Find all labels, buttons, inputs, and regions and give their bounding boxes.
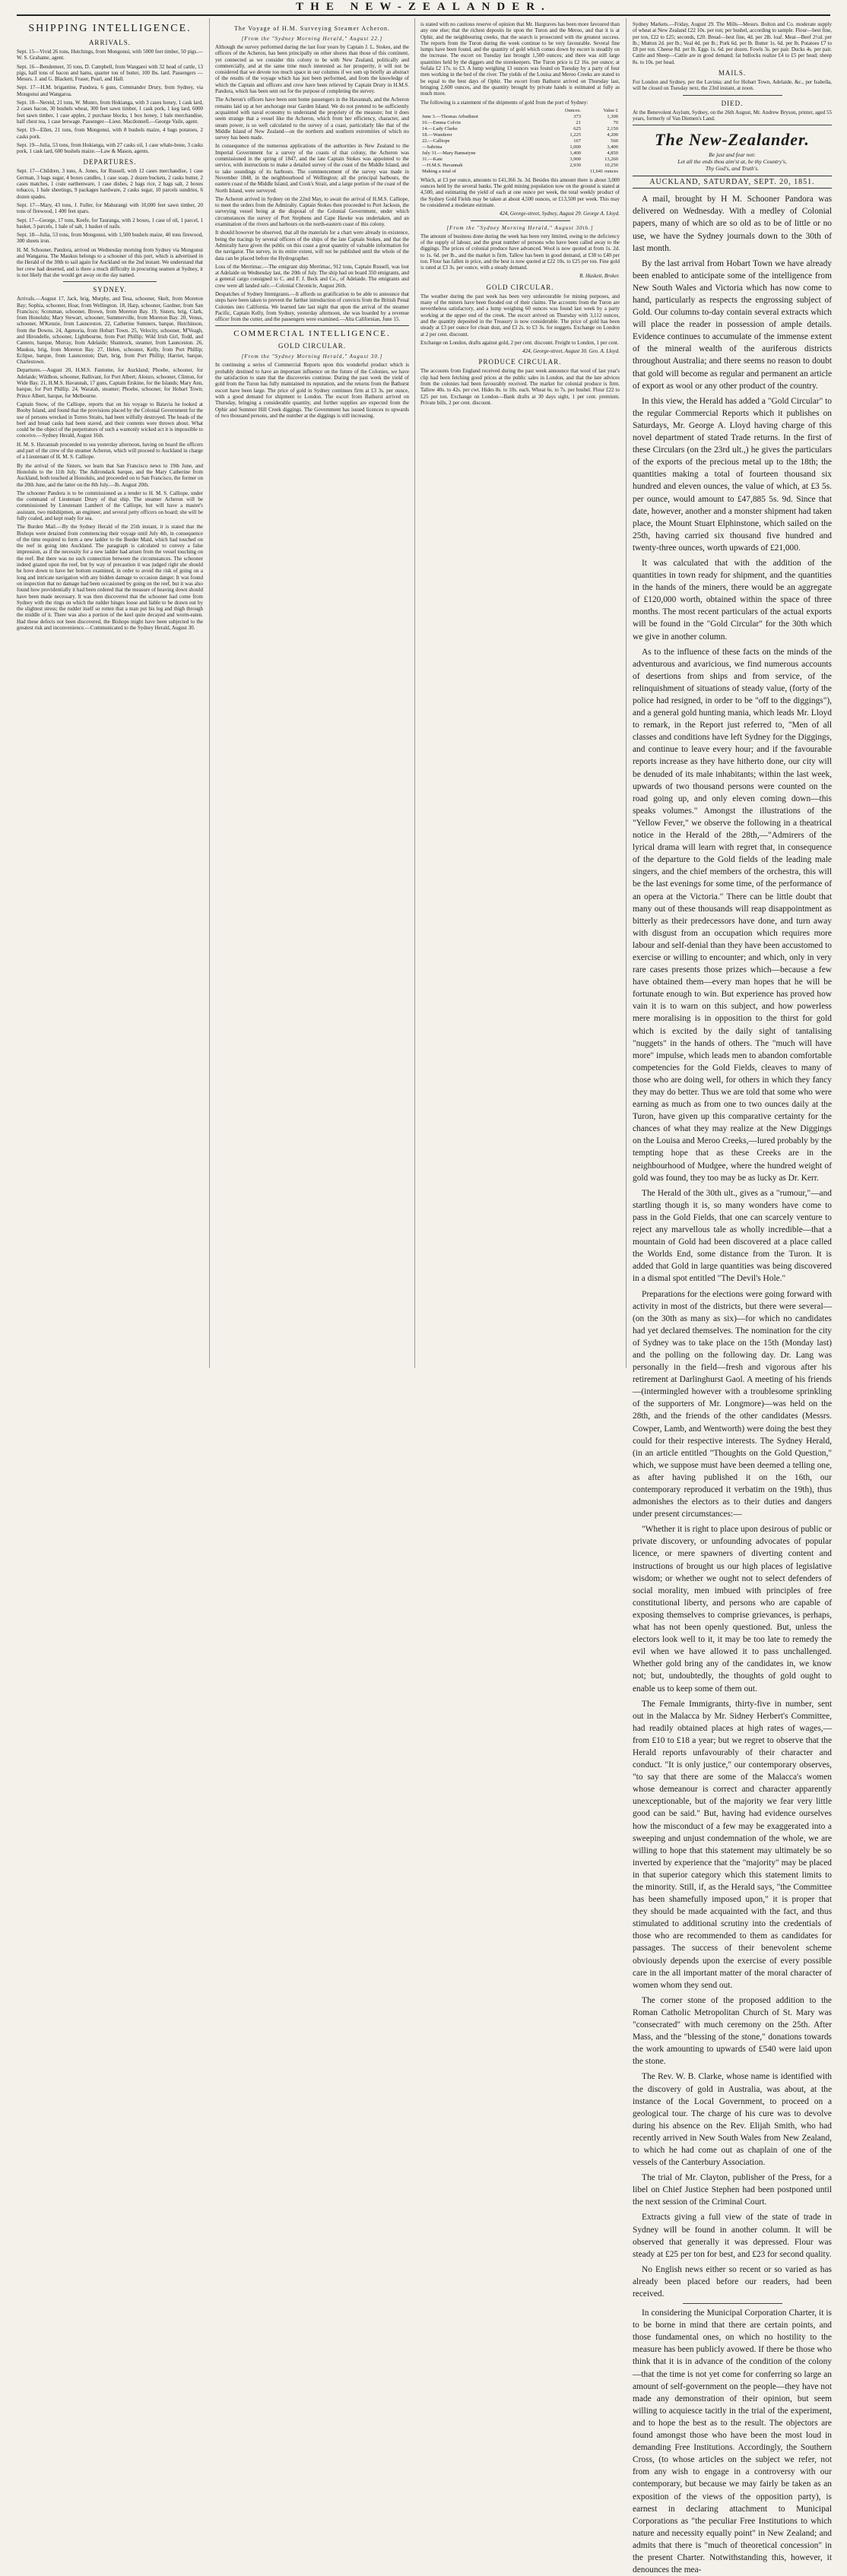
acheron-heading: The Voyage of H.M. Surveying Steamer Acheron. [234, 25, 390, 32]
section-rule [215, 325, 409, 326]
table-cell: 167 [573, 138, 581, 144]
table-header-cell [420, 108, 543, 114]
table-row [420, 138, 620, 144]
table-cell: 2,150 [607, 125, 618, 131]
gold-circular-source: [From the "Sydney Morning Herald," August 30.] [241, 353, 383, 360]
table-row [420, 157, 620, 163]
arrival-entry: Sept. 19—Ellen, 21 tons, from Mongonui, with 8 bushels maize, 4 bags potatoes, 2 casks pork. [17, 127, 203, 140]
died-text: At the Benevolent Asylum, Sydney, on the 26th August, Mr. Andrew Bryson, printer, aged 55 years, formerly of Van Diemen's Land. [633, 109, 832, 122]
table-row [420, 151, 620, 157]
table-cell: 10,250 [604, 162, 618, 168]
gold-circular-2-text: The weather during the past week has been very unfavourable for mining purposes, and many of the miners have been flooded out of their claims. The accounts from the Turon are nevertheless satisfactory, and a lump weighing 60 ounces was found last week by a party working at the upper end of the creek. The escort arrived on Thursday with 3,112 ounces, and the quantity deposited in the Treasury is now considerable. The price of gold has been steady at £3 per ounce for clean dust, and £3 2s. to £3 3s. for nuggets. Exchange on London at 2 per cent. discount. [420, 293, 620, 337]
column-divider [414, 18, 415, 1368]
table-total-row [420, 169, 620, 175]
table-cell: 14.—Lady Clarke [422, 125, 458, 131]
column-divider [626, 18, 627, 1368]
sydney-arrivals: Arrivals.—August 17, Jack, brig, Murphy, and Tesa, schooner, Skelt, from Moreton Bay; Sophia, schooner, Hoar, from Wellington. 18, Harp, schooner, Gardner, from San Francisco; Scotsman, schooner, Brown, from Moreton Bay. 19, Sisters, brig, Clark, from Honolulu; Mary Stewart, schooner, Summerville, from Moreton Bay. 20, Venus, schooner, M'Kenzie, from Launceston. 22, Catherine Sumners, barque, Hutchinson, from the Downs. 24, Agenoria, from Hobart Town. 25, Velocity, schooner, M'Veagh, and Hirondelle, schooner, Lightbourne, from Port Phillip; Wild Irish Girl, Todd, and Cantero, barque, Murray, from Adelaide; Shamrock, steamer, from Launceston. 26, Maukus, brig, from Moreton Bay. 27, Helen, schooner, Kelly, from Port Phillip; Eclipse, barque, from Launceston; Dart, brig, from Port Phillip; Harriet, barque, Charlestown. [17, 296, 203, 366]
table-cell: July 31.—Mary Bannatyne [422, 150, 476, 156]
column-acheron [215, 21, 409, 1367]
editorial-paragraph: "Whether it is right to place upon desirous of public or private discovery, or unfounding advocates of popular licence, or mere spawners of diverting content and instructions of brought us our high places of legislative wisdom; or whether we ought not to select defenders of social morality, men imbued with principles of free constitutional liberty, and persons who are capable of exposing themselves to comprise grievances, is perhaps, what has not been openly questioned. But, unless the electors look well to it, it may be too late to remedy the evil when we have allowed it to pass unchallenged. Whether gold bring any of the candidates in, we know not; but, undoubtedly, the thoughts of gold ought to enable us to keep some of them out. [633, 1525, 832, 1694]
arrival-entry: Sept. 18—Nereid, 21 tons, W. Munro, from Hokianga, with 3 cases honey, 1 cask lard, 2 cases bacon, 30 bushels wheat, 300 feet sawn timber, 1 cask pork, 1 keg lard, 6000 feet sawn timber, 1 case apples, 2 purchase blocks, 1 box honey, 1 bale merchandise, half chest tea, 1 case brewage. Passenger—Lieut. Macdonnell.—George Vaile, agent. [17, 100, 203, 125]
border-maid-note: The Burden Mail.—By the Sydney Herald of the 25th instant, it is stated that the Bishops were detained from commencing their voyage until July 4th, in consequence of the time required to form a new ladder to the Border Maid, which had touched on the reef in going into Auckland. The paragraph is calculated to convey a false impression, as if the necessity for a new ladder had arisen from the vessel touching on the reef. But there was no such connection between the circumstances. The schooner indeed grazed upon the reef, but by way of precaution it was judged right she should be hove down to have her bottom examined, in order to avoid the risk of going on a long and intricate navigation with any hidden damage to occasion danger. It was found on inspection that no damage had been occasioned by going on the reef, but it was also found how providentially it had been ordered that the measure of heaving down should have been made necessary. It was then discovered that the schooner had come from Sydney with the rings on which the rudder hinges loose and liable to be drawn out by the slightest stress; the rudder itself so rotten that a man put his leg and thigh through the middle of it. There was also a portion of the keel quite decayed and worm-eaten. Had these defects not been discovered, the Bishops might have been subjected to the greatest risk and inconvenience.—Communicated to the Sydney Herald, August 30. [17, 524, 203, 632]
pandora-note: H. M. Schooner, Pandora, arrived on Wednesday morning from Sydney via Mongonui and Wangaroa. The Maukus belongs to a schooner of this port, which is advertised in the Herald of the 30th to sail again for Auckland on the 2nd instant. We understand that her crew had deserted, and is there a much difficulty in procuring seamen at Sydney, it is not likely that she would get away on the day named. [17, 246, 203, 278]
table-cell: 4,200 [607, 131, 618, 138]
table-row [420, 126, 620, 132]
departure-entry: Sept. 17—Children, 3 tons, A. Jones, for Russell, with 12 cases merchandise, 1 case German, 3 bags sugar, 4 boxes candles, 1 case soap, 2 dozen buckets, 2 casks butter, 2 cases matches, 1 crate earthenware, 1 case dishes, 2 bags rice, 2 bags salt, 2 boxes tobacco, 1 bale sheetings, 9 packages hardware, 2 casks sugar, 10 parcels sundries, 6 dozen spades. [17, 168, 203, 200]
departure-entry: Sept. 18—Julia, 53 tons, from Mongonui, with 1,500 bushels maize, 40 tons firewood, 300 sheets iron. [17, 232, 203, 245]
gold-circular-2-heading: GOLD CIRCULAR. [486, 283, 554, 291]
arrival-entry: Sept. 15—Vivid 26 tons, Hutchings, from Mongonui, with 5000 feet timber, 50 pigs.—W. S. Grahame, agent. [17, 49, 203, 62]
column-divider [209, 18, 210, 1368]
table-cell: 10.—Emma Colvin [422, 119, 461, 125]
table-cell: 1,300 [607, 113, 618, 119]
table-cell: 1,000 [569, 144, 581, 150]
top-rule [17, 14, 830, 16]
produce-heading: PRODUCE CIRCULAR. [478, 358, 562, 366]
editorial-paragraph: In this view, the Herald has added a "Gold Circular" to the regular Commercial Reports which it publishes on Saturdays, Mr. George A. Lloyd having charge of this novel department of stated Trade returns. In the first of these Circulars (on the 23rd ult.,) he gives the particulars of the exports of the precious metal up to the 18th; the quantities making a total of fourteen thousand six hundred and eleven ounces, the value of which, at £3 5s. per ounce, would amount to £47,885 5s. 9d. Since that date, however, another and a monster shipment had taken place, the Mount Stuart Elphinstone, which sailed on the 25th, having carried six thousand five hundred and twenty-three ounces, worth upwards of £21,000. [633, 396, 832, 553]
table-total-label: Making a total of [422, 168, 456, 174]
editorial-paragraph: Extracts giving a full view of the state of trade in Sydney will be found in another column. It will be observed that generally it was depressed. Flour was steady at £25 per ton for best, and £23 for second quality. [633, 2213, 832, 2259]
editorial-paragraph: The Rev. W. B. Clarke, whose name is identified with the discovery of gold in Australia, was about, at the instance of the Local Government, to proceed on a geological tour. The charge of his cure was to devolve during his absence on the Rev. Elijah Smith, who had recently arrived in New South Wales from New Zealand, to which he had come out as chaplain of one of the vessels of the Canterbury Association. [633, 2072, 832, 2168]
shipping-heading: SHIPPING INTELLIGENCE. [28, 23, 192, 34]
lloyd-signature-2: 424, George-street, August 30. Geo. A. Lloyd. [522, 348, 620, 355]
table-cell: 1,225 [569, 131, 581, 138]
paper-title: The New-Zealander. [655, 130, 810, 150]
sydney-markets: Sydney Markets.—Friday, August 29. The Mills—Messrs. Bolton and Co. moderate supply of wheat at New Zealand £22 10s. per ton; per bushel, according to sample. Flour—best fine, per ton, £22 to £25; seconds, £20. Bread—best fine, 4d. per 2lb. loaf. Meat—Beef 2½d. per lb.; Mutton 2d. per lb.; Veal 4d. per lb.; Pork 6d. per lb. Butter 1s. 6d. per lb. Potatoes £7 to £8 per ton. Cheese 8d. per lb. Eggs 1s. 6d. per dozen. Fowls 3s. per pair. Ducks 4s. per pair. Cattle and Sheep—Cattle are in good demand; fat bullocks realize £4 to £5 per head; sheep 8s. to 10s. per head. [633, 21, 832, 65]
died-heading: DIED. [721, 99, 744, 107]
table-cell: 560 [611, 138, 618, 144]
produce-text: The accounts from England received during the past week announce that wool of last year's clip had been fetching good prices at the public sales in London, and that the late advices from the colonies had been favourably received. The market for colonial produce is firm. Tallow 40s. to 42s. per cwt. Hides 8s. to 10s. each. Wheat 6s. to 7s. per bushel. Flour £22 to £25 per ton. Exchange on London—Bank drafts at 30 days sight, 1 per cent. premium. Private bills, 2 per cent. discount. [420, 368, 620, 406]
gold-shipments-table [420, 108, 620, 175]
table-row [420, 120, 620, 126]
mails-text: For London and Sydney, per the Lavinia; and for Hobart Town, Adelaide, &c., per Isabella, will be closed on Tuesday next, the 23rd instant, at noon. [633, 79, 832, 92]
acheron-paragraph: The Acheron arrived in Sydney on the 22nd May, to await the arrival of H.M.S. Calliope, to meet the orders from the Admiralty. Captain Stokes then proceeded to Port Jackson, the surveying vessel being at the disposal of the Colonial Government, under which circumstances the survey of Port Stephens and Cape Hawke was undertaken, and an examination of the rivers and harbours on the north-eastern coast of this colony. [215, 195, 409, 228]
acheron-paragraph: Although the survey performed during the last four years by Captain J. L. Stokes, and the officers of the Acheron, has been principally on other shores than those of this continent, yet connected as we consider this colony to be with New Zealand, politically and commercially, and at the same time much interested as her prosperity, it will not be considered that we devote too much space in our columns if we sum up briefly an abstract of the results of the voyage which has just been performed, and from the knowledge of which the Captain and officers and crew have been relieved by Captain Drury in H.M.S. Pandora, which has been sent out for the purpose of completing the survey. [215, 44, 409, 95]
calliope-note: Captain Snow, of the Calliope, reports that on his voyage to Batavia he looked at Booby Island, and found that the provisions placed by the Colonial Government for the use of persons wrecked in Torres Straits, had been wilfully destroyed. The heads of the beef and bread casks had been staved, and their contents were thrown about. What could be the object of the perpetrators of such a wantonly wicked act it is impossible to conceive.—Sydney Herald, August 16th. [17, 401, 203, 439]
table-row [420, 132, 620, 138]
lloyd-signature: 424, George-street, Sydney, August 29. George A. Lloyd. [499, 211, 620, 217]
departure-entry: Sept. 17—George, 17 tons, Keefe, for Tauranga, with 2 boxes, 1 case of oil, 1 parcel, 1 basket, 3 parcels, 1 bale of salt, 1 basket of nails. [17, 217, 203, 230]
sydney-departures: Departures.—August 20, H.M.S. Fantome, for Auckland; Phoebe, schooner, for Adelaide; Wildbon, schooner, Ballivant, for Port Albert; Alonzo, schooner, Clinton, for Wide Bay. 21, H.M.S. Havannah, 17 guns, Captain Erskine, for the Islands; Mary Ann, barque, for Port Phillip. 24, Waratah, steamer; Phoebe, schooner, for Hobart Town; Prince Albert, barque, for Melbourne. [17, 367, 203, 399]
table-cell: 1,400 [569, 150, 581, 156]
editorial-paragraph: The Female Immigrants, thirty-five in number, sent out in the Malacca by Mr. Sidney Herbert's Committee, had readily obtained places at high rates of wages,—from £10 to £18 a year; but we regret to observe that the Herald reports unfavourably of their character and conduct. "It is only justice," our contemporary observes, "to say that there are some of the Malacca's women whose demeanour is correct and character apparently unexceptionable, but of the majority we fear very little good can be said." But, having had evidence ourselves how the misconduct of a few may be exaggerated into a sweeping and unjust condemnation of the whole, we are willing to hope that this statement may ultimately be so inverted by experience that the "majority" may be placed in that superior category which this statement limits to the minority. Still, if, as the Herald says, "the Committee has been shamefully imposed upon," it is proper that they should be made acquainted with the fact, and thus stimulated to additional scrutiny into the credentials of those who are recommended to them as candidates for passages. The success of their benevolent scheme obviously depends upon the exercise of every possible care in the all important matter of the moral character of women whom they send out. [633, 1699, 832, 1990]
editorial-paragraph: Preparations for the elections were going forward with activity in most of the districts, but there were several—(on the 30th as many as six)—for which no candidates had yet declared themselves. The nomination for the city of Sydney was to take place on the 15th (Monday last) and the polling on the following day. Dr. Lang was personally in the field—fresh and vigorous after his retirement at Darlinghurst Gaol. A meeting of his friends—(intermingled however with a troublesome sprinkling of the supporters of Mr. Longmore)—was held on the 28th, and the friends of the other candidates (Messrs. Cowper, Lamb, and Wentworth) were doing the best they could for their respective interests. The Sydney Herald, (in an article entitled "Thoughts on the Gold Question," which, we suppose must have been deemed a telling one, as after having published it on the 16th, our contemporary reproduced it verbatim on the 19th), thus admonishes the electors as to their duties and dangers under present circumstances:— [633, 1289, 832, 1519]
table-row [420, 114, 620, 120]
table-cell: 3,900 [569, 156, 581, 162]
dateline: AUCKLAND, SATURDAY, SEPT. 20, 1851. [633, 176, 832, 189]
table-cell: 2,930 [569, 162, 581, 168]
sydney-label: SYDNEY. [93, 286, 127, 294]
merrimac-note: Loss of the Merrimac.—The emigrant ship Merrimac, 912 tons, Captain Russell, was lost at Adelaide on Wednesday last, the 20th of July. The ship had on board 350 emigrants, and a general cargo consigned to C. and F. J. Beck and Co., of Adelaide. The emigrants and crew were all landed safe.—Colonial Chronicle, August 26th. [215, 263, 409, 289]
section-rule [683, 95, 782, 96]
haskett-signature: R. Haskett, Broker. [579, 273, 620, 280]
section-rule [471, 220, 570, 221]
table-cell: June 3.—Thomas Arbuthnot [422, 113, 478, 119]
motto-line: Let all the ends thou aim'st at, be thy Country's, [677, 158, 787, 166]
mails-heading: MAILS. [718, 69, 747, 78]
motto-line: Be just and fear not: [709, 151, 756, 159]
gold-circular-heading: GOLD CIRCULAR. [278, 342, 346, 350]
market-report-text: The amount of business done during the week has been very limited, owing to the deficiency of the supply of labour, and the great number of persons who have been called away to the diggings. The prices of colonial produce have advanced. Wool is now quoted at from 1s. 2d. to 1s. 6d. per lb., and the market is firm. Tallow has been in good demand, at £38 to £40 per ton. Flour has fallen in price, and the best is now quoted at £22 10s. to £25 per ton. Fine gold is rated at £3 3s. per ounce, with a steady demand. [420, 233, 620, 271]
editorial-paragraph: As to the influence of these facts on the minds of the adventurous and avaricious, we find numerous accounts of desertions from ships and from service, of the relinquishment of situations of steady value, (forty of the police had resigned, in order to be "off to the diggings"), and a general gold hunting mania, which leads Mr. Lloyd to remark, in the Report just referred to, "Men of all classes and conditions have left Sydney for the Diggings, and continue to leave every hour; and if the favourable reports increase as they have hitherto done, our city will be denuded of its male inhabitants; within the last week, upwards of two thousand persons were counted on the road going up, and only eleven coming down—this speaks volumes." Amongst the illustrations of the "Yellow Fever," we observe the following in a theatrical notice in the Herald of the 28th,—"Admirers of the lyrical drama will learn with regret that, in consequence of the departure to the Gold fields of the leading male singers, and the chief members of the orchestra, this will be the last evenings for some time, of the performance of an opera at the Victoria." There can be little doubt that many out of these thousands will reap disappointment as bitterly as their predecessors have done, and turn away with disgust from an occupation which requires more labour and self-denial than they have been accustomed to exercise or willing to encounter; and which, only in very rare cases presents those prizes which—because a few have obtained them—every man hopes that he will be fortunate enough to win. But experience has proved how vain it is to warn on this subject, and how powerless mere moralising is in opposition to the thirst for gold which is excited by the daily sight of tantalising "nuggets" in the hands of others. The "much will have more" impulse, which leads men to abandon comfortable competencies for the Gold Fields, cleaves to many of those who are doing well, for others in which they fancy they may do better. Thus we are told that some who were earning as much as from one to two ounces daily at the Turon, have given up this comparative certainty for the chances of what they may realize at the New Diggings on the Louisa and Meroo Creeks,—lured probably by the tempting hope that as these Creeks are in the neighbourhood of Mudgee, where the hundred weight of gold was found, they too may be as lucky as Dr. Kerr. [633, 647, 832, 1183]
table-total-value: 11,641 ounces [589, 168, 618, 174]
market-report-source: [From the "Sydney Morning Herald," August 30th.] [446, 224, 594, 231]
acheron-paragraph: The Acheron's officers have been sent home passengers in the Havannah, and the Acheron remains laid up at her anchorage near Garden Island. We do not pretend to be sufficiently acquainted with naval economy to understand the propriety of the measure; but it does seem strange that a vessel like the Acheron, which from her efficiency, character, and steam power, is so well calculated to the survey of a coast, particularly like that of the Middle Island of New Zealand—on the northern and southern extremities of which no survey has been made. [215, 97, 409, 141]
immigrants-note: Despatches of Sydney Immigrants.—It affords us gratification to be able to announce that steps have been taken to prevent the further introduction of convicts from the British Penal Colonies into California. We learned late last night that upon the arrival of the steamer Pacific, Captain Kelly, from Sydney, yesterday afternoon, she was boarded by a revenue officer from the cutter, and the passengers were examined.—Alta Californian, June 15. [215, 290, 409, 323]
editorial-paragraph: By the last arrival from Hobart Town we have already been enabled to anticipate some of the intelligence from New South Wales and Victoria which has now come to hand, particularly as respects the engrossing subject of Gold. Our columns to-day contain several extracts which will place the reader in possession of ample details. Evidence continues to accumulate of the immense extent of the mineral wealth of the auriferous districts throughout Australia; and there seems no reason to doubt that gold will become as regular and permanent an article of export as wool or any other product of the country. [633, 258, 832, 391]
table-cell: 625 [573, 125, 581, 131]
shipments-intro: The following is a statement of the shipments of gold from the port of Sydney: [420, 99, 588, 106]
table-cell: 3,400 [607, 144, 618, 150]
table-cell: 31.—Kate [422, 156, 443, 162]
table-header-cell: Value £ [603, 107, 618, 113]
table-cell: 373 [573, 113, 581, 119]
gold-circular-text: In continuing a series of Commercial Reports upon this wonderful product which is probably destined to have an important influence on the future of the Colonies, we have the satisfaction to state that the discoveries continue. During the past week the yield of gold from the Turon has fully maintained its reputation, and the returns from the Bathurst escort have been large. The price of gold in Sydney continues firm at £3 3s. per ounce, with a good demand for shipment to London. The escort from Bathurst arrived on Thursday, bringing a considerable quantity, and further supplies are expected from the Ophir and Summer Hill Creek diggings. The Government has issued licences to upwards of two thousand persons, and the number at the diggings is still increasing. [215, 362, 409, 419]
shipments-summary: Which, at £3 per ounce, amounts to £41,366 3s. 3d. Besides this amount there is about 3,000 ounces held by the several banks. The gold mining population now on the ground is stated at 4,500, and estimating the yield of each at one ounce per week, the total weekly product of the Sydney Gold Fields may be taken at about 4,500 ounces, or £13,500 per week. This may be considered a moderate estimate. [420, 176, 620, 209]
table-cell: —H.M.S. Havannah [422, 162, 463, 168]
pandora-commission-note: The schooner Pandora is to be commissioned as a tender to H. M. S. Calliope, under the command of Lieutenant Drury of that ship. The steamer Acheron will be commissioned by Lieutenant Lambert of the Calliope, but will have a master's assistant, two midshipmen, an engineer, and several petty officers on board; she will be fully coaled, and kept ready for sea. [17, 490, 203, 521]
table-cell: 21 [576, 119, 581, 125]
arrival-entry: Sept. 17—H.M. brigantine, Pandora, 6 guns, Commander Drury, from Sydney, via Mongonui and Wangaroa. [17, 84, 203, 97]
table-cell: 13,260 [604, 156, 618, 162]
commercial-heading: COMMERCIAL INTELLIGENCE. [233, 329, 391, 339]
column-shipping [17, 21, 203, 1367]
table-cell: —Sabrina [422, 144, 443, 150]
editorial-paragraph: The Herald of the 30th ult., gives as a "rumour,"—and startling though it is, so many wonders have come to pass in the Gold Fields, that one can scarcely venture to reject any marvellous tale as wholly incredible—that a mountain of Gold had been discovered at a place called the Worlds End, some distance from the Turon. It is added that Gold in large quantities was being discovered in a dismal spot entitled "The Devil's Hole." [633, 1188, 832, 1284]
table-cell: 70 [613, 119, 618, 125]
arrivals-label: ARRIVALS. [88, 39, 132, 46]
municipal-article: In considering the Municipal Corporation Charter, it is to be borne in mind that there are certain points, and those fundamental ones, on which no hostility to the measure has been publicly avowed. If there be those who think that it is in advance of the condition of the colony—that the time is not yet come for conferring so large an amount of self-government on the people—they have not made any demonstration of their opinion, but seem willing to acquiesce tacitly in the trial of the experiment, and to hope the best as to the result. The objectors are found amongst those who have been the most loud in demanding Free Institutions. Accordingly, the Southern Cross, (to whose articles on the subject we refer, not from any wish to engage in a controversy with our contemporary, but because we may fairly be taken as an exposition of the views of the opposition party), is earnest in declaring attachment to Municipal Corporations as "the peculiar Free Institutions to which nature and necessity equally point" in New Zealand; and admits that there is "much of theoretical concession" in the present Charter. Notwithstanding this, however, it denounces the mea- [633, 2308, 832, 2575]
departures-label: DEPARTURES. [83, 158, 137, 166]
acheron-source: [From the "Sydney Morning Herald," August 22.] [241, 36, 383, 42]
gold-report-text: is stated with no cautious reserve of opinion that Mr. Hargraves has been more favoured than any one else; that the richest deposits lie upon the Turon and the Meroo, and that it is at Ophir, and the neighbouring creeks, that the search is prosecuted with the greatest success. The reports from the Turon during the week continue to be very favourable. Several fine lumps have been found, and the quantity of gold which comes down by escort is steadily on the increase. The escort on Tuesday last brought 1,500 ounces; and there was still large quantities held by the diggers and the storekeepers. The Turon price is £2 16s. per ounce; at Sofala £2 17s. to £3. A lump weighing 13 ounces was found on Tuesday by a party of four men working in the bed of the river. The yields of the Louisa and Meroo Creeks are stated to be equal to the best days of Ophir. The escort from Bathurst arrived on Thursday last, bringing 2,600 ounces, and the quantity brought by private hands is estimated at fully as much more. [420, 21, 620, 97]
editorial-paragraph: It was calculated that with the addition of the quantities in town ready for shipment, and the quantities in the hands of the miners, there would be an aggregate of £120,000 worth, obtained within the space of three months. The most recent particulars of the actual exports will be found in the "Gold Circular" for the 30th which we give in another column. [633, 558, 832, 642]
table-cell: 4,850 [607, 150, 618, 156]
editorial-paragraph: A mail, brought by H M. Schooner Pandora was delivered on Wednesday. With a medley of Colonial papers, many of which are so old as to be of little or no use, we have the Sydney journals down to the 30th of last month. [633, 195, 832, 253]
table-header-cell: Ounces. [564, 107, 581, 113]
table-row [420, 144, 620, 151]
table-cell: 18.—Wanderer [422, 131, 452, 138]
departure-entry: Sept. 17—Mary, 43 tons, J. Fuller, for Mahurangi with 10,000 feet sawn timber, 20 tons of firewood, 1 400 feet spars. [17, 201, 203, 215]
acheron-paragraph: It should however be observed, that all the materials for a chart were already in existence, being the tracings by several officers of the ships of the late Captain Stokes, and that the Admiralty have given the public on this coast a great quantity of valuable information for the navigator. The survey, in its entire extent, will not be published until the whole of the data can be placed before the Hydrographer. [215, 230, 409, 261]
section-rule [63, 281, 157, 282]
motto-line: Thy God's, and Truth's. [705, 165, 760, 173]
masthead: THE NEW-ZEALANDER. [296, 1, 551, 13]
table-cell: 22.—Calliope [422, 138, 450, 144]
editorial-paragraph: The corner stone of the proposed addition to the Roman Catholic Metropolitan Church of St. Mary was "consecrated" with much ceremony on the 25th. After Mass, and the "blessing of the stone," donations towards the work amounting to upwards of £540 were laid upon the stone. [633, 1995, 832, 2067]
arrival-entry: Sept. 19—Julia, 53 tons, from Hokianga, with 27 casks oil, 1 case whale-bone, 3 casks pork, 1 cask lard, 600 bushels maize.—Law & Mason, agents. [17, 141, 203, 155]
exchange-note: Exchange on London, drafts against gold, 2 per cent. discount. Freight to London, 1 per cent. [420, 339, 619, 346]
table-row [420, 163, 620, 169]
section-rule [683, 2303, 782, 2304]
editorial-paragraph: The trial of Mr. Clayton, publisher of the Press, for a libel on Chief Justice Stephen had been postponed until the next session of the Criminal Court. [633, 2173, 832, 2207]
column-commercial [420, 21, 620, 1367]
table-header-row [420, 108, 620, 114]
column-editorial [633, 21, 832, 2575]
acheron-paragraph: In consequence of the numerous applications of the authorities in New Zealand to the Imperial Government for a survey of the coasts of that colony, the Acheron was commissioned in the spring of 1847, and the late Captain Stokes was appointed to the service, with instructions to make a detailed survey of the coast of the Middle Island, and to take soundings of its harbours. The commencement of the survey was made in November 1848, in the neighbourhood of Wellington; all the principal harbours, the eastern coast of the Middle Island, and Cook's Strait, and a large portion of the coast of the North Island, were surveyed. [215, 143, 409, 194]
arrival-entry: Sept. 16—Bendemeer, 35 tons, D. Campbell, from Wangarei with 32 head of cattle, 13 pigs, half tons of bacon and hams, quarter ton of butter, 100 lbs. lard. Passengers — Messrs. J. and G. Blackett, Fraser, Pearl, and Hall. [17, 63, 203, 83]
sisters-note: By the arrival of the Sisters, we learn that San Francisco news to 19th June, and Honolulu to the 11th July. The Adirondack barque, and the Mary Catherine from Auckland, both touched at Honolulu, and proceeded on to San Francisco, the former on the 20th June, and the latter on the 8th July.—Ib. August 20th. [17, 462, 203, 488]
havannah-note: H. M. S. Havannah proceeded to sea yesterday afternoon, having on board the officers and part of the crew of the steamer Acheron, which will proceed to Auckland in charge of a Lieutenant of H. M. S. Calliope. [17, 441, 203, 461]
editorial-paragraph: No English news either so recent or so varied as has already been placed before our readers, had been received. [633, 2264, 832, 2299]
